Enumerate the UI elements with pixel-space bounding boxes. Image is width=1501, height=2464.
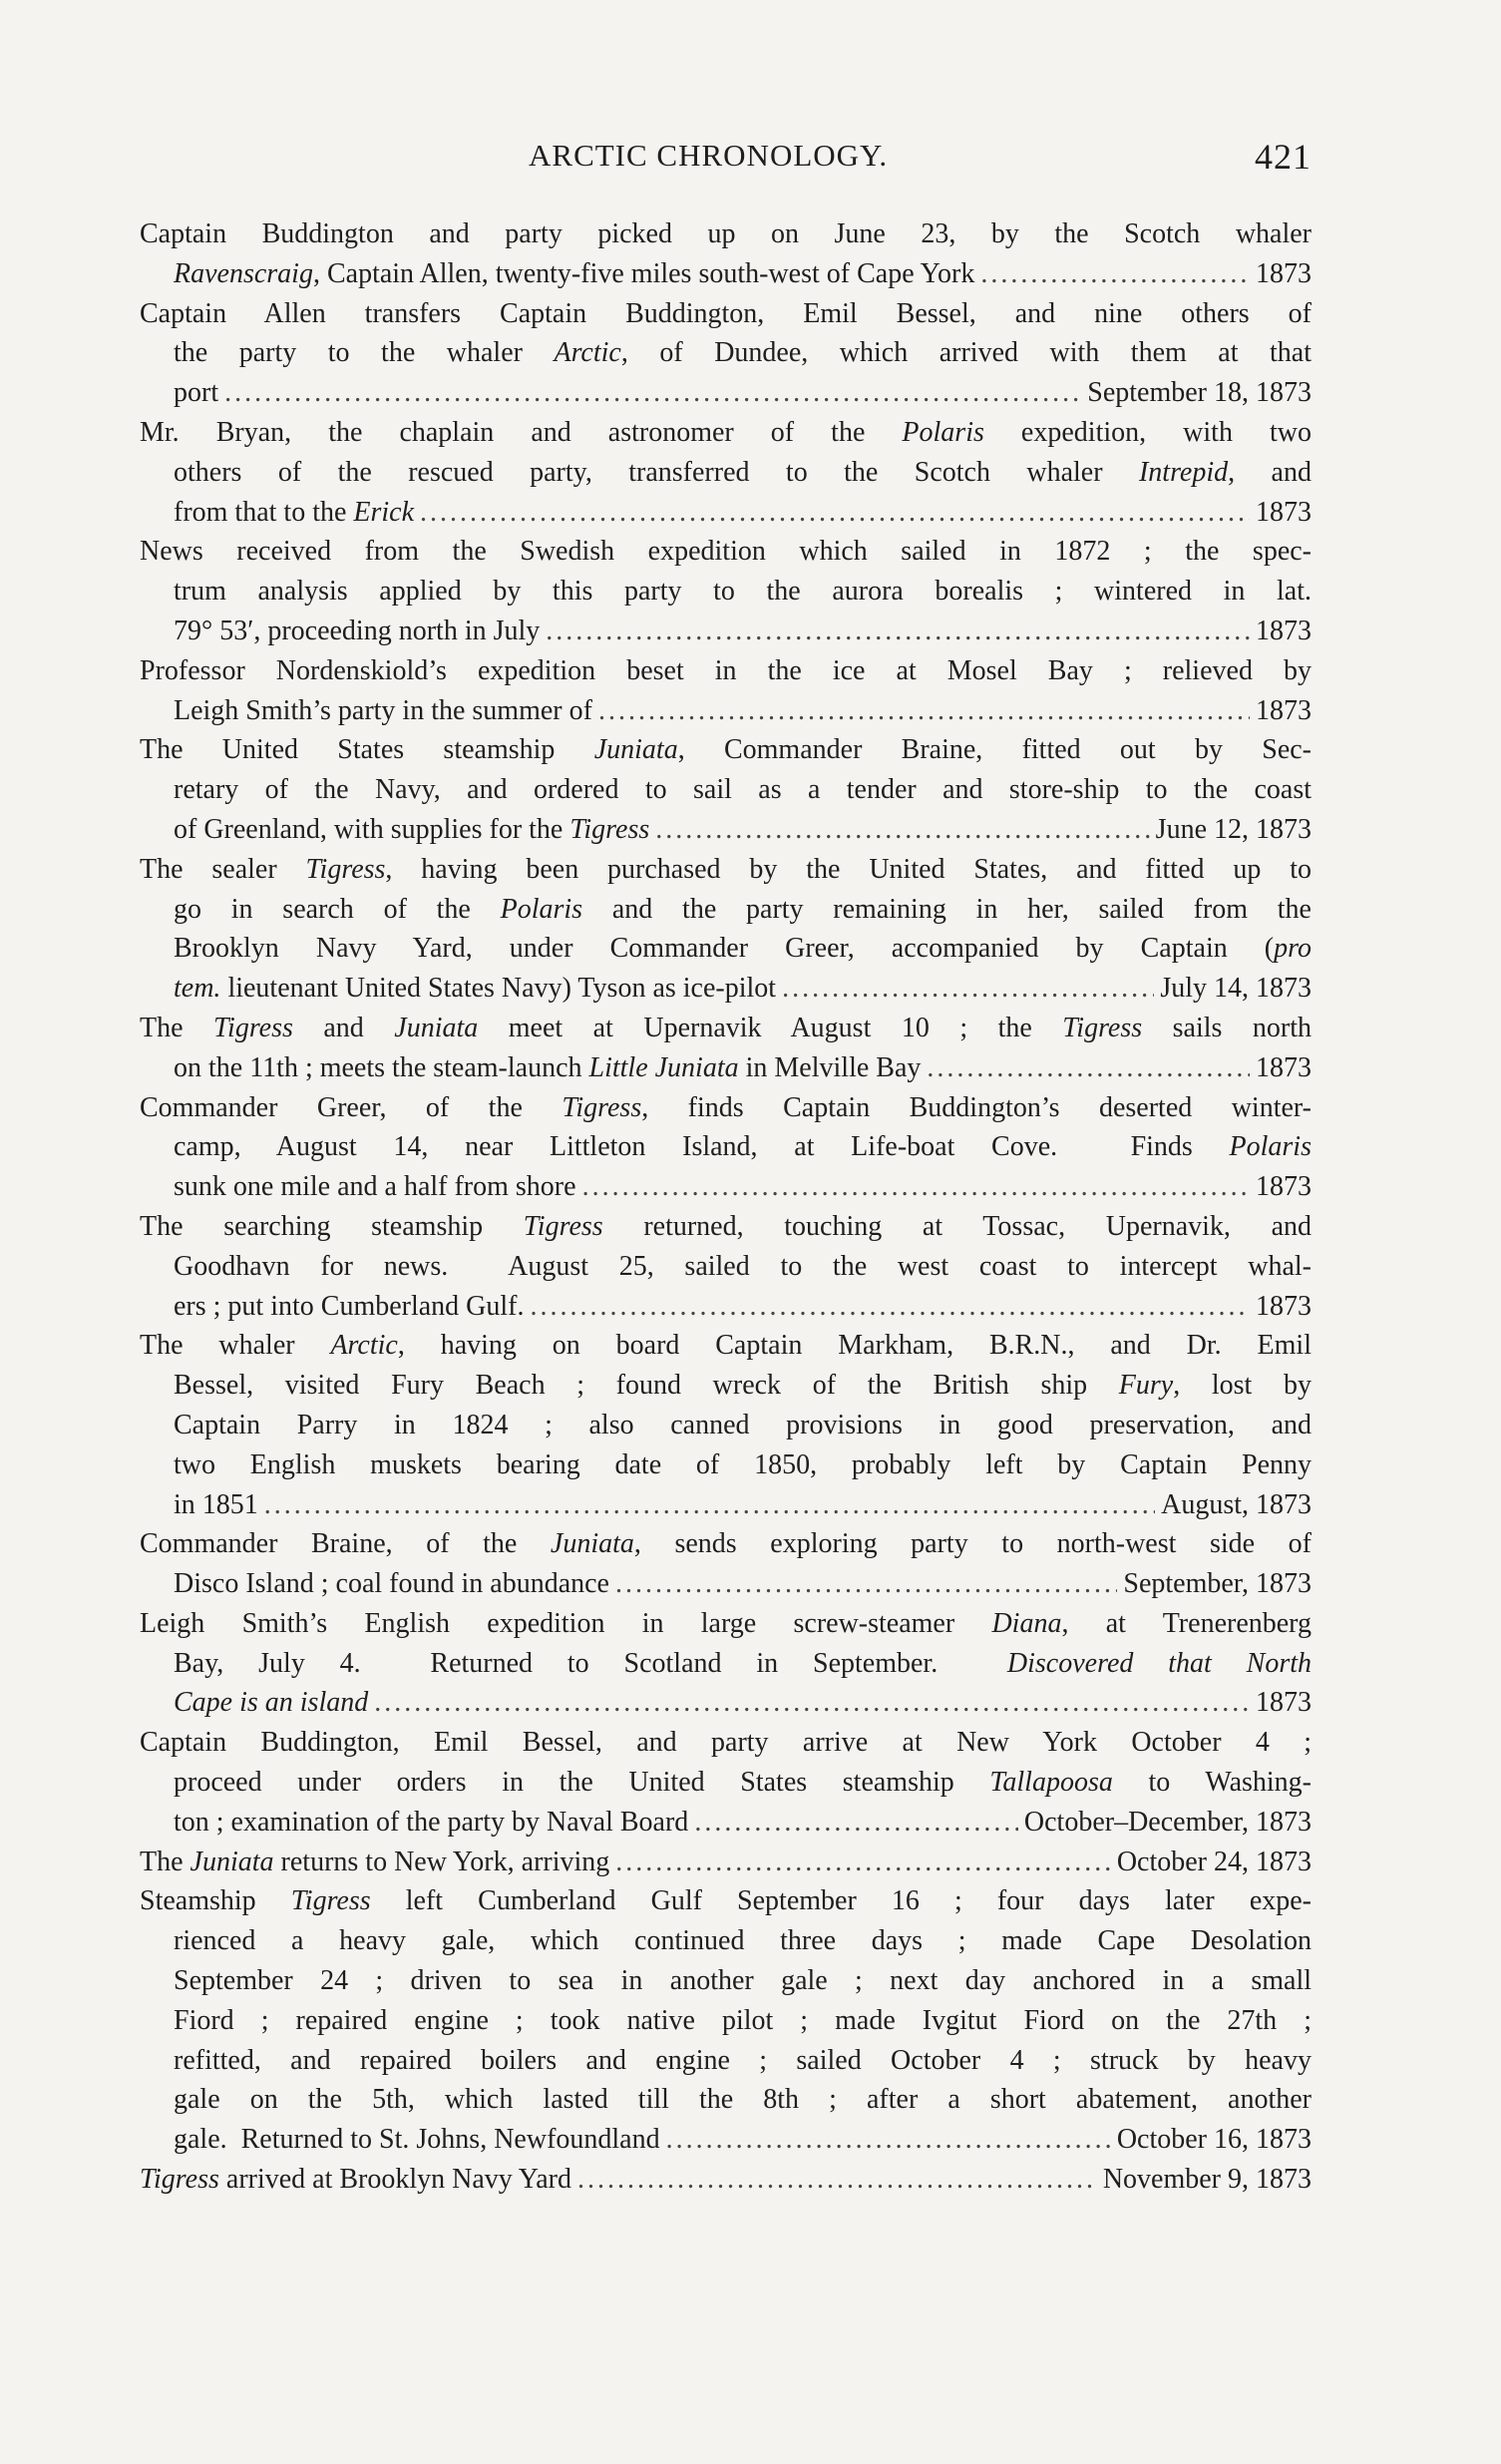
page-title: ARCTIC CHRONOLOGY. xyxy=(529,138,889,173)
chronology-entry xyxy=(140,1604,1312,1723)
italic-text: Diana xyxy=(991,1607,1062,1639)
entry-last-line xyxy=(140,254,1312,294)
entry-last-line xyxy=(140,612,1312,651)
italic-text: pro xyxy=(1274,933,1312,965)
entry-text: , having on board Captain Markham, B.R.N., and Dr. Emil xyxy=(397,1330,1312,1362)
entry-line xyxy=(140,1921,1312,1961)
entry-line xyxy=(140,1406,1312,1445)
italic-text: Juniata xyxy=(394,1012,479,1043)
entry-text: left Cumberland Gulf September 16 ; four days later expe- xyxy=(370,1885,1312,1917)
entry-line xyxy=(140,2041,1312,2081)
entry-text: ers ; put into Cumberland Gulf. xyxy=(174,1290,525,1322)
entry-text: on the 11th ; meets the steam-launch xyxy=(174,1051,589,1083)
entry-text: refitted, and repaired boilers and engine ; sailed October 4 ; struck by heavy xyxy=(174,2044,1312,2076)
dot-leader xyxy=(980,254,1250,294)
entry-line xyxy=(140,1207,1312,1247)
entry-text: Captain Allen transfers Captain Buddington, Emil Bessel, and nine others of xyxy=(140,297,1312,329)
chronology-entry xyxy=(140,1088,1312,1207)
entry-text: The sealer xyxy=(140,853,306,885)
chronology-entry xyxy=(140,1524,1312,1604)
entry-text: , finds Captain Buddington’s deserted winter- xyxy=(641,1091,1312,1123)
italic-text: tem. xyxy=(174,973,221,1005)
entry-line xyxy=(140,730,1312,770)
entry-text: , Commander Braine, fitted out by Sec- xyxy=(677,734,1312,766)
chronology-entry xyxy=(140,651,1312,731)
entry-last-line xyxy=(140,2120,1312,2160)
entry-text: Commander Greer, of the xyxy=(140,1091,563,1123)
entry-text: The whaler xyxy=(140,1330,331,1362)
entry-text: The xyxy=(140,1012,214,1043)
entry-date: 1873 xyxy=(1256,1051,1312,1083)
entry-text: arrived at Brooklyn Navy Yard xyxy=(218,2164,571,2196)
entry-text: Fiord ; repaired engine ; took native pilot ; made Ivgitut Fiord on the 27th ; xyxy=(174,2004,1312,2036)
entry-line xyxy=(140,214,1312,254)
entry-last-line xyxy=(140,1167,1312,1207)
entry-line xyxy=(140,1961,1312,2001)
italic-text: Juniata xyxy=(593,734,678,766)
entry-text: and xyxy=(292,1012,395,1043)
entry-line xyxy=(140,770,1312,810)
entry-date: 1873 xyxy=(1256,1171,1312,1203)
chronology-entry xyxy=(140,1009,1312,1088)
italic-text: Ravenscraig xyxy=(174,257,313,289)
entry-text: Commander Braine, of the xyxy=(140,1528,551,1560)
dot-leader xyxy=(615,1564,1117,1604)
dot-leader xyxy=(782,969,1154,1009)
entry-date: 1873 xyxy=(1256,615,1312,646)
entry-text: The searching steamship xyxy=(140,1210,524,1242)
entry-date: October 24, 1873 xyxy=(1116,1846,1312,1877)
italic-text: Discovered that North xyxy=(1006,1647,1312,1679)
entry-date: August, 1873 xyxy=(1161,1488,1312,1520)
italic-text: Tigress xyxy=(1062,1012,1143,1043)
entry-text: News received from the Swedish expedition which sailed in 1872 ; the spec- xyxy=(140,536,1312,568)
italic-text: Tigress xyxy=(523,1210,603,1242)
entry-text: expedition, with two xyxy=(983,416,1312,448)
entry-date: 1873 xyxy=(1256,257,1312,289)
dot-leader xyxy=(546,612,1250,651)
entry-last-line xyxy=(140,691,1312,731)
entry-text: the party to the whaler xyxy=(174,337,555,369)
entry-line xyxy=(140,1723,1312,1763)
entry-text: Leigh Smith’s English expedition in large screw-steamer xyxy=(140,1607,992,1639)
chronology-entry xyxy=(140,294,1312,413)
entry-last-line xyxy=(140,969,1312,1009)
chronology-entry xyxy=(140,730,1312,849)
dot-leader xyxy=(264,1485,1155,1525)
entry-text: Disco Island ; coal found in abundance xyxy=(174,1568,609,1600)
entry-last-line xyxy=(140,1485,1312,1525)
entry-text: to Washing- xyxy=(1112,1767,1312,1799)
entry-line xyxy=(140,1445,1312,1485)
dot-leader xyxy=(374,1683,1250,1723)
dot-leader xyxy=(224,373,1081,413)
entry-last-line xyxy=(140,1048,1312,1088)
chronology-entry xyxy=(140,1207,1312,1326)
entry-text: Captain Parry in 1824 ; also canned provisions in good preservation, and xyxy=(174,1409,1312,1440)
entry-text: go in search of the xyxy=(174,893,501,925)
italic-text: Juniata xyxy=(550,1528,634,1560)
chronology-entry xyxy=(140,1723,1312,1842)
entry-line xyxy=(140,333,1312,373)
entry-text: Goodhavn for news. August 25, sailed to the west coast to intercept whal- xyxy=(174,1250,1312,1282)
entry-last-line xyxy=(140,2160,1312,2200)
chronology-entry xyxy=(140,413,1312,532)
italic-text: Polaris xyxy=(1229,1131,1312,1163)
entry-line xyxy=(140,1524,1312,1564)
entry-text: Captain Buddington, Emil Bessel, and party arrive at New York October 4 ; xyxy=(140,1727,1312,1759)
entry-text: sunk one mile and a half from shore xyxy=(174,1171,576,1203)
entry-line xyxy=(140,453,1312,493)
italic-text: Intrepid xyxy=(1138,456,1229,488)
dot-leader xyxy=(666,2120,1111,2160)
entry-text: sails north xyxy=(1142,1012,1312,1043)
entry-text: Bessel, visited Fury Beach ; found wreck of the British ship xyxy=(174,1370,1119,1402)
entry-text: two English muskets bearing date of 1850, probably left by Captain Penny xyxy=(174,1448,1312,1480)
entry-line xyxy=(140,1127,1312,1167)
entry-text: of Greenland, with supplies for the xyxy=(174,813,570,845)
entry-text: Captain Buddington and party picked up on June 23, by the Scotch whaler xyxy=(140,218,1312,249)
entry-text: Professor Nordenskiold’s expedition beset in the ice at Mosel Bay ; relieved by xyxy=(140,654,1312,686)
entry-date: 1873 xyxy=(1256,496,1312,528)
entry-text: Bay, July 4. Returned to Scotland in September. xyxy=(174,1647,1007,1679)
entry-date: July 14, 1873 xyxy=(1160,973,1312,1005)
italic-text: Polaris xyxy=(902,416,984,448)
dot-leader xyxy=(582,1167,1250,1207)
entry-text: Brooklyn Navy Yard, under Commander Greer, accompanied by Captain ( xyxy=(174,933,1275,965)
chronology-entry xyxy=(140,2160,1312,2200)
entry-date: 1873 xyxy=(1256,694,1312,726)
chronology-entry xyxy=(140,1881,1312,2160)
italic-text: Tigress xyxy=(305,853,386,885)
entry-text: Steamship xyxy=(140,1885,291,1917)
entry-date: September, 1873 xyxy=(1123,1568,1312,1600)
entry-text: and the party remaining in her, sailed from the xyxy=(582,893,1312,925)
chronology-entry xyxy=(140,1326,1312,1524)
entry-text: proceed under orders in the United States steamship xyxy=(174,1767,990,1799)
italic-text: Arctic xyxy=(554,337,621,369)
entry-text: , at Trenerenberg xyxy=(1061,1607,1312,1639)
italic-text: Tigress xyxy=(562,1091,642,1123)
entry-last-line xyxy=(140,493,1312,533)
entry-text: returned, touching at Tossac, Upernavik, and xyxy=(602,1210,1312,1242)
entry-text: in 1851 xyxy=(174,1488,258,1520)
entry-text: Leigh Smith’s party in the summer of xyxy=(174,694,592,726)
entry-text: , having been purchased by the United States, and fitted up to xyxy=(385,853,1312,885)
italic-text: Erick xyxy=(353,496,415,528)
entry-date: September 18, 1873 xyxy=(1087,377,1312,409)
entry-last-line xyxy=(140,373,1312,413)
entry-date: 1873 xyxy=(1256,1687,1312,1719)
entry-line xyxy=(140,1604,1312,1644)
entry-line xyxy=(140,572,1312,612)
italic-text: Tigress xyxy=(290,1885,371,1917)
entry-line xyxy=(140,2001,1312,2041)
italic-text: Cape is an island xyxy=(174,1687,369,1719)
entry-date: October 16, 1873 xyxy=(1116,2124,1312,2156)
entry-last-line xyxy=(140,1564,1312,1604)
entry-text: gale. Returned to St. Johns, Newfoundland xyxy=(174,2124,660,2156)
italic-text: Fury xyxy=(1118,1370,1174,1402)
entry-text: others of the rescued party, transferred to the Scotch whaler xyxy=(174,456,1139,488)
entry-line xyxy=(140,890,1312,930)
dot-leader xyxy=(420,493,1250,533)
entry-text: returns to New York, arriving xyxy=(273,1846,610,1877)
italic-text: Arctic xyxy=(330,1330,398,1362)
entry-line xyxy=(140,1644,1312,1684)
entry-text: , sends exploring party to north-west side of xyxy=(633,1528,1312,1560)
entry-line xyxy=(140,1088,1312,1128)
entry-date: November 9, 1873 xyxy=(1102,2164,1312,2196)
entry-text: September 24 ; driven to sea in another gale ; next day anchored in a small xyxy=(174,1965,1312,1997)
entry-text: trum analysis applied by this party to the aurora borealis ; wintered in lat. xyxy=(174,576,1312,608)
italic-text: Tallapoosa xyxy=(989,1767,1113,1799)
dot-leader xyxy=(577,2160,1097,2200)
entry-last-line xyxy=(140,1843,1312,1882)
italic-text: Tigress xyxy=(140,2164,219,2196)
dot-leader xyxy=(531,1287,1250,1327)
entry-line xyxy=(140,294,1312,334)
dot-leader xyxy=(598,691,1250,731)
entry-text: camp, August 14, near Littleton Island, at Life-boat Cove. Finds xyxy=(174,1131,1230,1163)
entry-text: lieutenant United States Navy) Tyson as ice-pilot xyxy=(220,973,777,1005)
entry-line xyxy=(140,2080,1312,2120)
entry-text: 79° 53′, proceeding north in July xyxy=(174,615,541,646)
dot-leader xyxy=(694,1803,1018,1843)
entry-last-line xyxy=(140,1287,1312,1327)
entry-line xyxy=(140,929,1312,969)
entry-last-line xyxy=(140,1803,1312,1843)
entry-date: 1873 xyxy=(1256,1290,1312,1322)
entry-text: ton ; examination of the party by Naval Board xyxy=(174,1806,689,1838)
chronology-entry xyxy=(140,850,1312,1009)
entry-text: port xyxy=(174,377,219,409)
chronology-entry xyxy=(140,214,1312,294)
running-head xyxy=(140,138,1312,178)
entry-line xyxy=(140,1326,1312,1366)
italic-text: Polaris xyxy=(500,893,583,925)
chronology-entries xyxy=(140,214,1312,2200)
italic-text: Tigress xyxy=(213,1012,293,1043)
chronology-entry xyxy=(140,1843,1312,1882)
entry-text: The United States steamship xyxy=(140,734,594,766)
entry-text: gale on the 5th, which lasted till the 8th ; after a short abatement, another xyxy=(174,2084,1312,2116)
entry-date: October–December, 1873 xyxy=(1023,1806,1312,1838)
dot-leader xyxy=(655,810,1149,850)
entry-line xyxy=(140,850,1312,890)
entry-text: retary of the Navy, and ordered to sail as a tender and store-ship to the coast xyxy=(174,774,1312,806)
entry-text: in Melville Bay xyxy=(738,1051,922,1083)
chronology-entry xyxy=(140,532,1312,650)
page-number: 421 xyxy=(1255,137,1312,177)
italic-text: Juniata xyxy=(189,1846,274,1877)
entry-text: from that to the xyxy=(174,496,354,528)
entry-text: , lost by xyxy=(1173,1370,1312,1402)
entry-line xyxy=(140,413,1312,453)
entry-line xyxy=(140,1009,1312,1048)
entry-line xyxy=(140,651,1312,691)
entry-text: , of Dundee, which arrived with them at that xyxy=(620,337,1312,369)
entry-last-line xyxy=(140,810,1312,850)
dot-leader xyxy=(927,1048,1250,1088)
entry-line xyxy=(140,1366,1312,1406)
italic-text: Little Juniata xyxy=(588,1051,739,1083)
entry-line xyxy=(140,1881,1312,1921)
entry-text: , and xyxy=(1228,456,1312,488)
italic-text: Tigress xyxy=(569,813,650,845)
entry-date: June 12, 1873 xyxy=(1155,813,1312,845)
entry-text: Mr. Bryan, the chaplain and astronomer of the xyxy=(140,416,903,448)
entry-line xyxy=(140,1763,1312,1803)
entry-line xyxy=(140,1247,1312,1287)
entry-text: meet at Upernavik August 10 ; the xyxy=(478,1012,1063,1043)
entry-text: The xyxy=(140,1846,190,1877)
entry-last-line xyxy=(140,1683,1312,1723)
entry-line xyxy=(140,532,1312,572)
dot-leader xyxy=(615,1843,1111,1882)
entry-text: , Captain Allen, twenty-five miles south-west of Cape York xyxy=(312,257,975,289)
entry-text: rienced a heavy gale, which continued three days ; made Cape Desolation xyxy=(174,1925,1312,1957)
